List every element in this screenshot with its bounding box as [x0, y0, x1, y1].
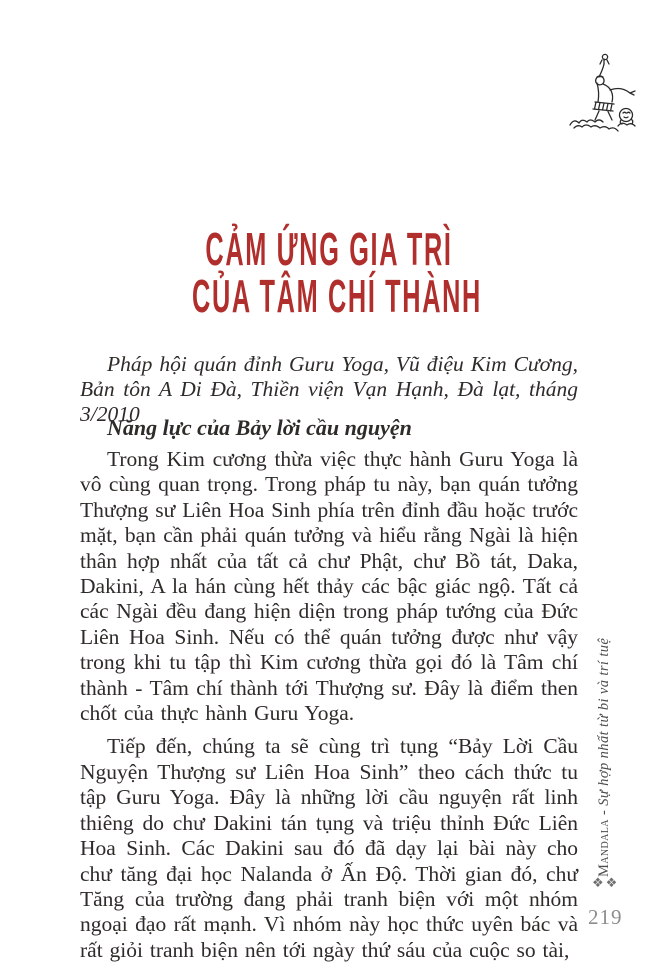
chapter-title-line-1: CẢM ỨNG GIA TRÌ — [205, 223, 453, 275]
book-name: Mandala — [596, 819, 612, 877]
chapter-title — [80, 223, 578, 322]
book-title-strip — [596, 638, 613, 877]
chapter-title-line-2: CỦA TÂM CHÍ THÀNH — [192, 270, 482, 322]
bowing-figure-illustration — [566, 52, 644, 136]
figure-line-art-icon — [566, 52, 644, 136]
body-paragraph-2: Tiếp đến, chúng ta sẽ cùng trì tụng “Bảy Lời Cầu Nguyện Thượng sư Liên Hoa Sinh” theo cách thức tu tập Guru Yoga. Đây là những lời cầu nguyện rất linh thiêng do chư Dakini tán tụng và triệu thỉnh Đức Liên Hoa Sinh. Các Dakini sau đó đã dạy lại bài này cho chư tăng đại học Nalanda ở Ấn Độ. Thời gian đó, chư Tăng của trường đang phải tranh biện với một nhóm ngoại đạo rất mạnh. Vì nhóm này học thức uyên bác và rất giỏi tranh biện nên tới ngày thứ sáu của cuộc so tài, — [80, 734, 578, 962]
book-title-separator: - — [596, 805, 612, 820]
book-subtitle: Sự hợp nhất từ bi và trí tuệ — [596, 637, 612, 806]
page-number: 219 — [588, 905, 623, 929]
body-text — [80, 447, 578, 971]
ornament-icon: ❖❖ — [592, 876, 620, 891]
section-heading: Năng lực của Bảy lời cầu nguyện — [107, 415, 412, 440]
body-paragraph-1: Trong Kim cương thừa việc thực hành Guru Yoga là vô cùng quan trọng. Trong pháp tu này, bạn quán tưởng Thượng sư Liên Hoa Sinh phía trên đỉnh đầu hoặc trước mặt, bạn cần phải quán tưởng và hiểu rằng Ngài là hiện thân hợp nhất của tất cả chư Phật, chư Bồ tát, Daka, Dakini, A la hán cùng hết thảy các bậc giác ngộ. Tất cả các Ngài đều đang hiện diện trong pháp tướng của Đức Liên Hoa Sinh. Nếu có thể quán tưởng được như vậy trong khi tu tập thì Kim cương thừa gọi đó là Tâm chí thành - Tâm chí thành tới Thượng sư. Đây là điểm then chốt của thực hành Guru Yoga. — [80, 447, 578, 726]
event-dateline: Pháp hội quán đỉnh Guru Yoga, Vũ điệu Kim Cương, Bản tôn A Di Đà, Thiền viện Vạn Hạnh, Đà lạt, tháng 3/2010 — [80, 352, 578, 426]
